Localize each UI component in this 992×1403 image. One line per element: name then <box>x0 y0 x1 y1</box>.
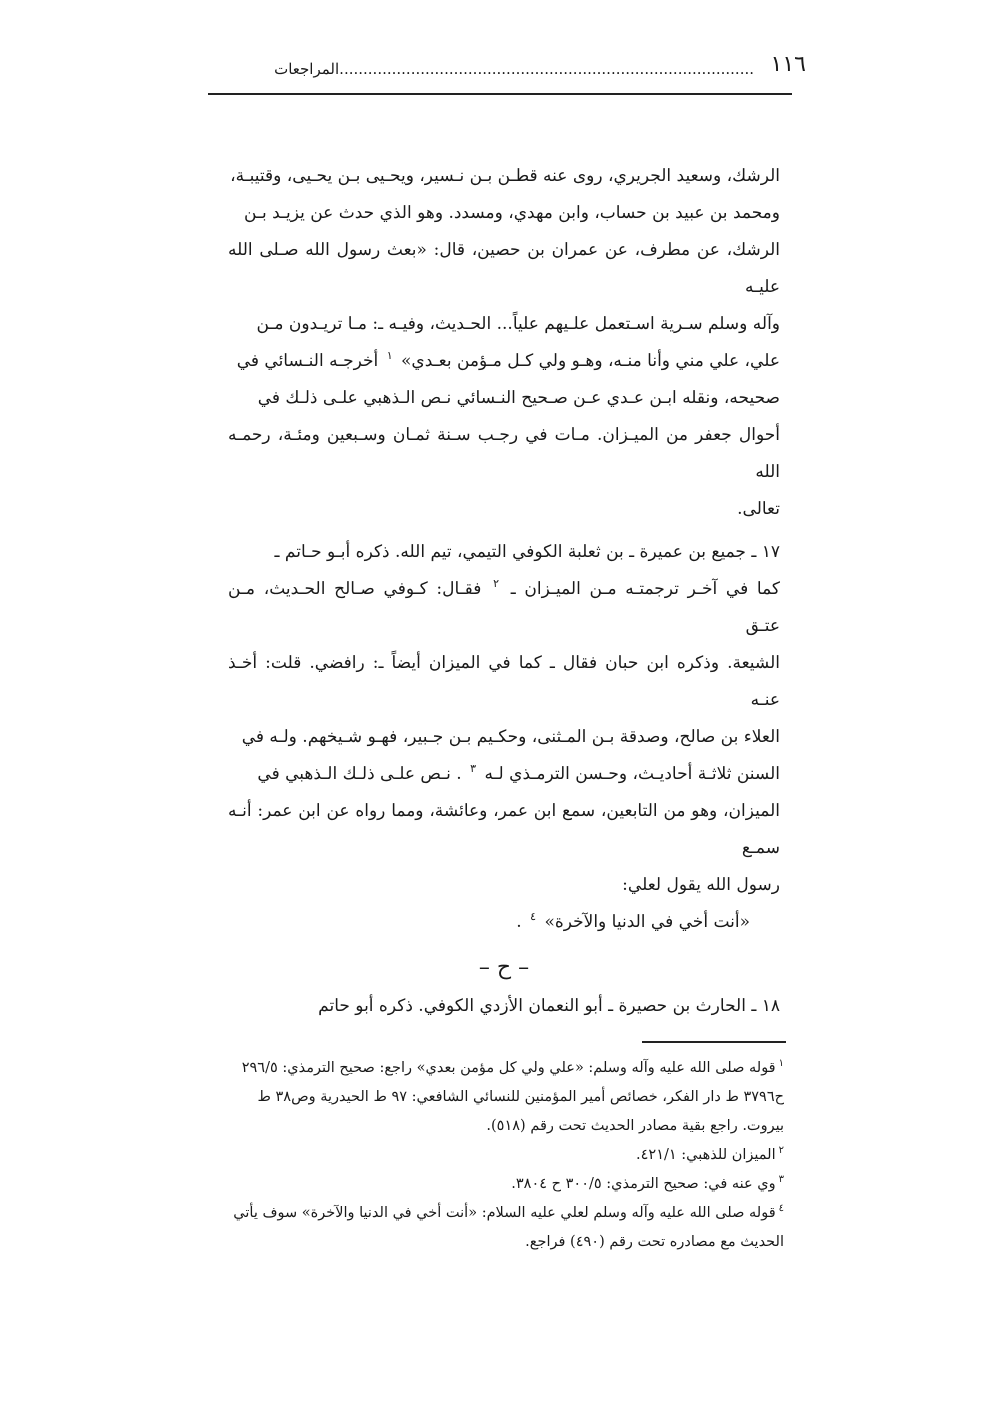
header-rule <box>208 93 792 95</box>
footnote-number: ١ <box>778 1058 784 1070</box>
text-line: الرشك، وسعيد الجريري، روى عنه قطـن بـن نـسير، ويحـيى بـن يحـيى، وقتيبـة، <box>230 166 780 186</box>
page-header <box>208 48 806 88</box>
footnote-ref[interactable]: ٢ <box>493 577 500 591</box>
quote-text: «أنت أخي في الدنيا والآخرة» <box>544 912 750 932</box>
footnote-text: قوله صلى الله عليه وآله وسلم لعلي عليه السلام: «أنت أخي في الدنيا والآخرة» سوف يأتي <box>233 1205 776 1221</box>
footnote-ref[interactable]: ٣ <box>470 762 477 776</box>
text-segment: . نـص علـى ذلـك الـذهبي في <box>257 764 462 784</box>
text-line: العلاء بن صالح، وصدقة بـن المـثنى، وحكـيم بـن جـبير، فهـو شـيخهم. ولـه في <box>241 727 780 747</box>
text-segment: فقـال: كـوفي صـالح الحـديث، مـن عتـق <box>228 579 780 636</box>
footnote-rule <box>642 1041 786 1043</box>
text-line: ١٧ ـ جميع بن عميرة ـ بن ثعلبة الكوفي التيمي، تيم الله. ذكره أبـو حـاتم ـ <box>274 542 780 562</box>
text-line: الميزان، وهو من التابعين، سمع ابن عمر، وعائشة، ومما رواه عن ابن عمر: أنـه سمـع <box>228 801 780 858</box>
footnote-line <box>214 1199 784 1228</box>
footnote-text: الميزان للذهبي: ٤٢١/١. <box>636 1147 776 1163</box>
footnote-text: وي عنه في: صحيح الترمذي: ٣٠٠/٥ ح ٣٨٠٤. <box>511 1176 776 1192</box>
text-line <box>228 571 780 645</box>
text-line: وآله وسلم سـرية اسـتعمل علـيهم علياً... الحـديث، وفيـه ـ: مـا تريـدون مـن <box>256 314 780 334</box>
running-title: المراجعات....................................................................................... <box>274 60 754 78</box>
section-heading: – ح – <box>478 955 530 980</box>
text-line: الشيعة. وذكره ابن حبان فقال ـ كما في الميزان أيضاً ـ: رافضي. قلت: أخـذ عنـه <box>228 653 780 710</box>
text-segment: السنن ثلاثـة أحاديـث، وحـسن الترمـذي لـه <box>484 764 780 784</box>
text-segment: أخرجـه النـسائي في <box>236 351 379 371</box>
text-segment: علي، علي مني وأنا منـه، وهـو ولي كـل مـؤمن بعـدي» <box>401 351 780 371</box>
footnote-line: بيروت. راجع بقية مصادر الحديث تحت رقم (٥١٨). <box>486 1118 784 1134</box>
footnote-number: ٢ <box>778 1145 784 1157</box>
text-segment: كما في آخـر ترجمتـه مـن الميـزان ـ <box>510 579 781 599</box>
footnote-number: ٤ <box>778 1203 784 1215</box>
quote-end: . <box>516 912 522 932</box>
footnotes <box>214 1054 784 1257</box>
text-line <box>228 343 780 380</box>
footnote-line: ح٣٧٩٦ ط دار الفكر، خصائص أمير المؤمنين للنسائي الشافعي: ٩٧ ط الحيدرية وص٣٨ ط <box>257 1089 784 1105</box>
footnote-number: ٣ <box>778 1174 784 1186</box>
text-line: ١٨ ـ الحارث بن حصيرة ـ أبو النعمان الأزدي الكوفي. ذكره أبو حاتم <box>318 996 780 1016</box>
main-text <box>228 158 780 1025</box>
text-line: ومحمد بن عبيد بن حساب، وابن مهدي، ومسدد. وهو الذي حدث عن يزيـد بـن <box>244 203 780 223</box>
text-line: أحوال جعفر من الميـزان. مـات في رجـب سـنة ثمـان وسـبعين ومئـة، رحمـه الله <box>228 425 780 482</box>
footnote-ref[interactable]: ١ <box>386 349 393 363</box>
page-number: ١١٦ <box>770 52 806 77</box>
hadith-quote <box>228 904 780 941</box>
footnote-line: الحديث مع مصادره تحت رقم (٤٩٠) فراجع. <box>525 1234 784 1250</box>
text-line: تعالى. <box>737 499 780 519</box>
text-line: صحيحه، ونقله ابـن عـدي عـن صـحيح النـسائي نـص الـذهبي علـى ذلـك في <box>257 388 780 408</box>
footnote-line <box>214 1170 784 1199</box>
text-line: رسول الله يقول لعلي: <box>622 875 780 895</box>
footnote-line <box>214 1141 784 1170</box>
text-line <box>228 756 780 793</box>
footnote-line <box>214 1054 784 1083</box>
footnote-ref[interactable]: ٤ <box>530 910 537 924</box>
footnote-text: قوله صلى الله عليه وآله وسلم: «علي ولي كل مؤمن بعدي» راجع: صحيح الترمذي: ٢٩٦/٥ <box>241 1060 776 1076</box>
text-line: الرشك، عن مطرف، عن عمران بن حصين، قال: «بعث رسول الله صـلى الله عليـه <box>228 240 780 297</box>
